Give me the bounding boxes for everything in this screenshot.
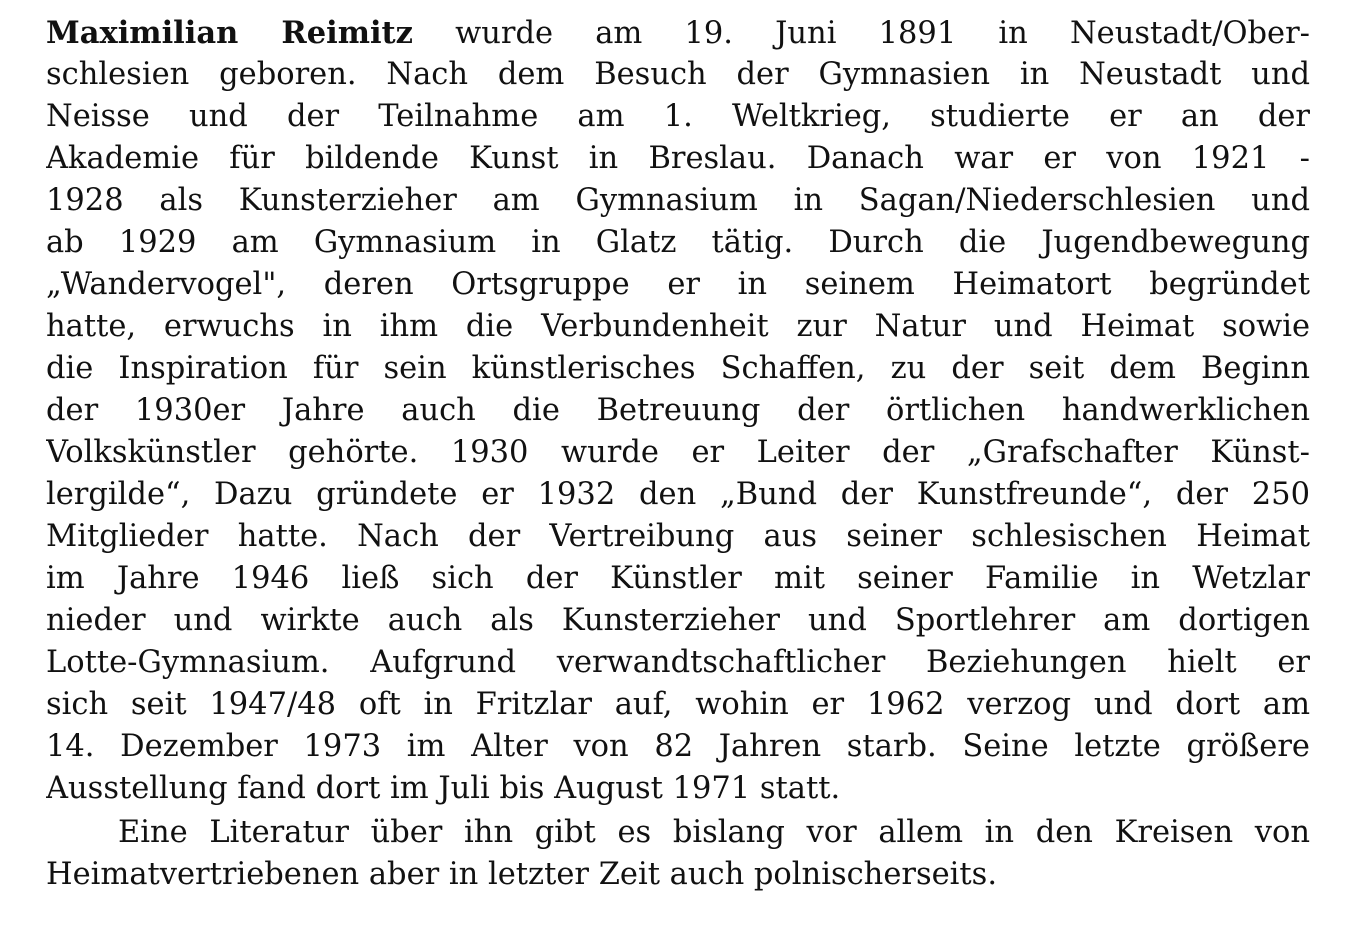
text-line: Ausstellung fand dort im Juli bis August 1971 statt. [46,771,841,806]
biography-text [46,12,1310,896]
text-line: Eine Literatur über ihn gibt es bislang vor allem in den Kreisen von [118,815,1310,850]
text-line: Akademie für bildende Kunst in Breslau. Danach war er von 1921 - [46,141,1310,176]
text-line: Lotte-Gymnasium. Aufgrund verwandtschaftlicher Beziehungen hielt er [46,645,1310,680]
text-line: ab 1929 am Gymnasium in Glatz tätig. Durch die Jugendbewegung [46,225,1310,260]
person-name: Maximilian Reimitz [46,15,413,51]
paragraph-1 [46,12,1310,810]
text-line: der 1930er Jahre auch die Betreuung der örtlichen handwerklichen [46,393,1310,428]
text-line: „Wandervogel", deren Ortsgruppe er in seinem Heimatort begründet [46,267,1310,302]
text-line: die Inspiration für sein künstlerisches Schaffen, zu der seit dem Beginn [46,351,1310,386]
text-line: Heimatvertriebenen aber in letzter Zeit auch polnischerseits. [46,857,998,892]
text-line: im Jahre 1946 ließ sich der Künstler mit seiner Familie in Wetzlar [46,561,1310,596]
text-line: lergilde“, Dazu gründete er 1932 den „Bund der Kunstfreunde“, der 250 [46,477,1310,512]
text-line: Volkskünstler gehörte. 1930 wurde er Leiter der „Grafschafter Künst- [46,435,1310,470]
text-line: Neisse und der Teilnahme am 1. Weltkrieg, studierte er an der [46,99,1310,134]
text-line: hatte, erwuchs in ihm die Verbundenheit zur Natur und Heimat sowie [46,309,1310,344]
text-line: sich seit 1947/48 oft in Fritzlar auf, wohin er 1962 verzog und dort am [46,687,1310,722]
text-line: nieder und wirkte auch als Kunsterzieher und Sportlehrer am dortigen [46,603,1310,638]
text-line: 14. Dezember 1973 im Alter von 82 Jahren starb. Seine letzte größere [46,729,1310,764]
text-line [46,12,1310,54]
text-line: 1928 als Kunsterzieher am Gymnasium in Sagan/Niederschlesien und [46,183,1310,218]
paragraph-2 [46,812,1310,896]
text-line: schlesien geboren. Nach dem Besuch der Gymnasien in Neustadt und [46,57,1310,92]
text-line: Mitglieder hatte. Nach der Vertreibung aus seiner schlesischen Heimat [46,519,1310,554]
first-line-text: wurde am 19. Juni 1891 in Neustadt/Ober- [412,16,1310,51]
